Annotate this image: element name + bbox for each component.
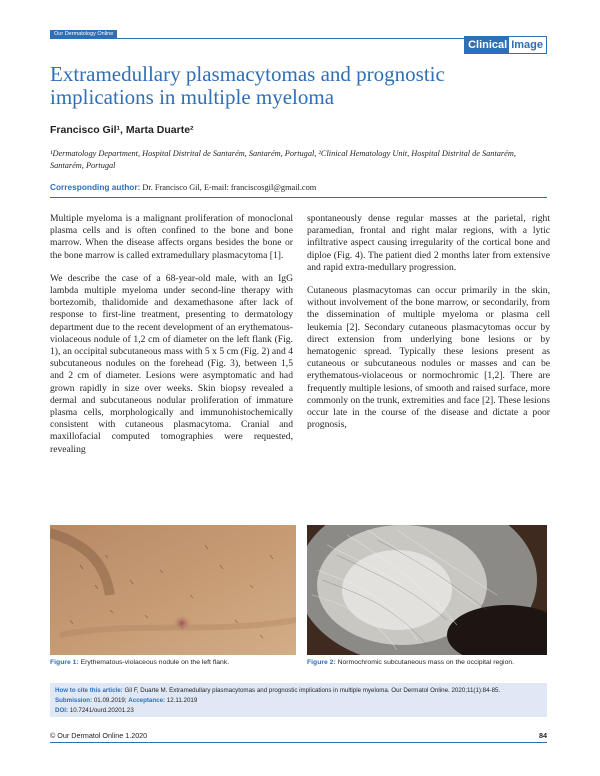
- how-to-cite-label: How to cite this article:: [55, 687, 123, 694]
- how-to-cite: [55, 687, 500, 694]
- submission-date: 01.09.2019;: [92, 697, 127, 704]
- figure-2-caption-text: Normochromic subcutaneous mass on the occipital region.: [335, 659, 515, 666]
- occipital-photo: [307, 525, 547, 655]
- section-rule: [50, 197, 547, 198]
- paragraph: Cutaneous plasmacytomas can occur primarily in the skin, without involvement of the bone marrow, or secondarily, from the dissemination of multiple myeloma or plasma cell leukemia [2]. Secondary cutaneous plasmacytomas occur by direct extension from underlying bone lesions or by hematogenic spread. Typically these lesions present as cutaneous or subcutaneous nodules or masses and can be erythematous-violaceous or normochromic [1,2]. There are frequently multiple lesions, of smooth and raised surface, more commonly on the trunk, extremities and face [2]. These lesions occur late in the course of the disease and dictate a poor prognosis,: [307, 285, 550, 431]
- authors: Francisco Gil¹, Marta Duarte²: [50, 124, 194, 136]
- right-column: [307, 213, 550, 442]
- corresponding-label: Corresponding author:: [50, 182, 141, 192]
- badge-part-2: Image: [509, 37, 546, 53]
- figure-2-caption: [307, 659, 514, 666]
- doi-label: DOI:: [55, 707, 69, 714]
- figure-1-caption: [50, 659, 229, 666]
- acceptance-date: 12.11.2019: [165, 697, 198, 704]
- left-column: [50, 213, 293, 467]
- article-type-badge: [464, 36, 547, 54]
- nodule-mark: [172, 615, 192, 631]
- figure-1-caption-text: Erythematous-violaceous nodule on the left flank.: [78, 659, 230, 666]
- footer-rule: [50, 742, 547, 743]
- figure-1-image: [50, 525, 296, 655]
- acceptance-label: Acceptance:: [128, 697, 166, 704]
- corresponding-author: [50, 182, 316, 192]
- paragraph: Multiple myeloma is a malignant proliferation of monoclonal plasma cells and is often confined to the bone and bone marrow. When the disease affects organs besides the bone or the bone marrow is called extramedullary plasmacytoma [1].: [50, 213, 293, 261]
- badge-part-1: Clinical: [465, 37, 509, 53]
- figure-2-label: Figure 2:: [307, 659, 336, 666]
- figure-1-label: Figure 1:: [50, 659, 79, 666]
- affiliations: ¹Dermatology Department, Hospital Distrital de Santarém, Santarém, Portugal, ²Clinical Hematology Unit, Hospital Distrital de Santarém, Santarém, Portugal: [50, 149, 516, 170]
- submission-label: Submission:: [55, 697, 93, 704]
- journal-tag: Our Dermatology Online: [50, 30, 117, 39]
- corresponding-text: Dr. Francisco Gil, E-mail: franciscosgil@gmail.com: [140, 183, 317, 192]
- doi-link[interactable]: 10.7241/ourd.20201.23: [68, 707, 134, 714]
- paragraph: We describe the case of a 68-year-old male, with an IgG lambda multiple myeloma under second-line therapy with bortezomib, thalidomide and dexamethasone after lack of response to first-line treatment, presenting to dermatology department due to the recent development of an erythematous-violaceous nodule of 1,2 cm of diameter on the left flank (Fig. 1), an occipital subcutaneous mass with 5 x 5 cm (Fig. 2) and 4 subcutaneous nodules on the forehead (Fig. 3), between 1,5 and 2 cm of diameter. Lesions were asymptomatic and had grown rapidly in size over weeks. Skin biopsy revealed a dermal and subcutaneous nodular proliferation of immature plasma cells, morphologically and immunohistochemically consistent with cutaneous plasmacytoma. Cranial and maxillofacial computed tomographies were requested, revealing: [50, 272, 293, 455]
- submission-dates: [55, 697, 197, 704]
- doi: [55, 707, 134, 714]
- flank-photo: [50, 525, 296, 655]
- citation-box: [50, 683, 547, 717]
- how-to-cite-text: Gil F, Duarte M. Extramedullary plasmacytomas and prognostic implications in multiple myeloma. Our Dermatol Online. 2020;11(1):84-85.: [122, 687, 501, 694]
- article-title: Extramedullary plasmacytomas and prognostic implications in multiple myeloma: [50, 62, 445, 109]
- footer-copyright: © Our Dermatol Online 1.2020: [50, 731, 148, 740]
- page-number: 84: [539, 731, 547, 740]
- figure-2-image: [307, 525, 547, 655]
- paragraph: spontaneously dense regular masses at the parietal, right paramedian, frontal and right malar regions, with a lytic infiltrative aspect causing irregularity of the cortical bone and diploe (Fig. 4). The patient died 2 months later from extensive and rapid extra-medullary progression.: [307, 213, 550, 273]
